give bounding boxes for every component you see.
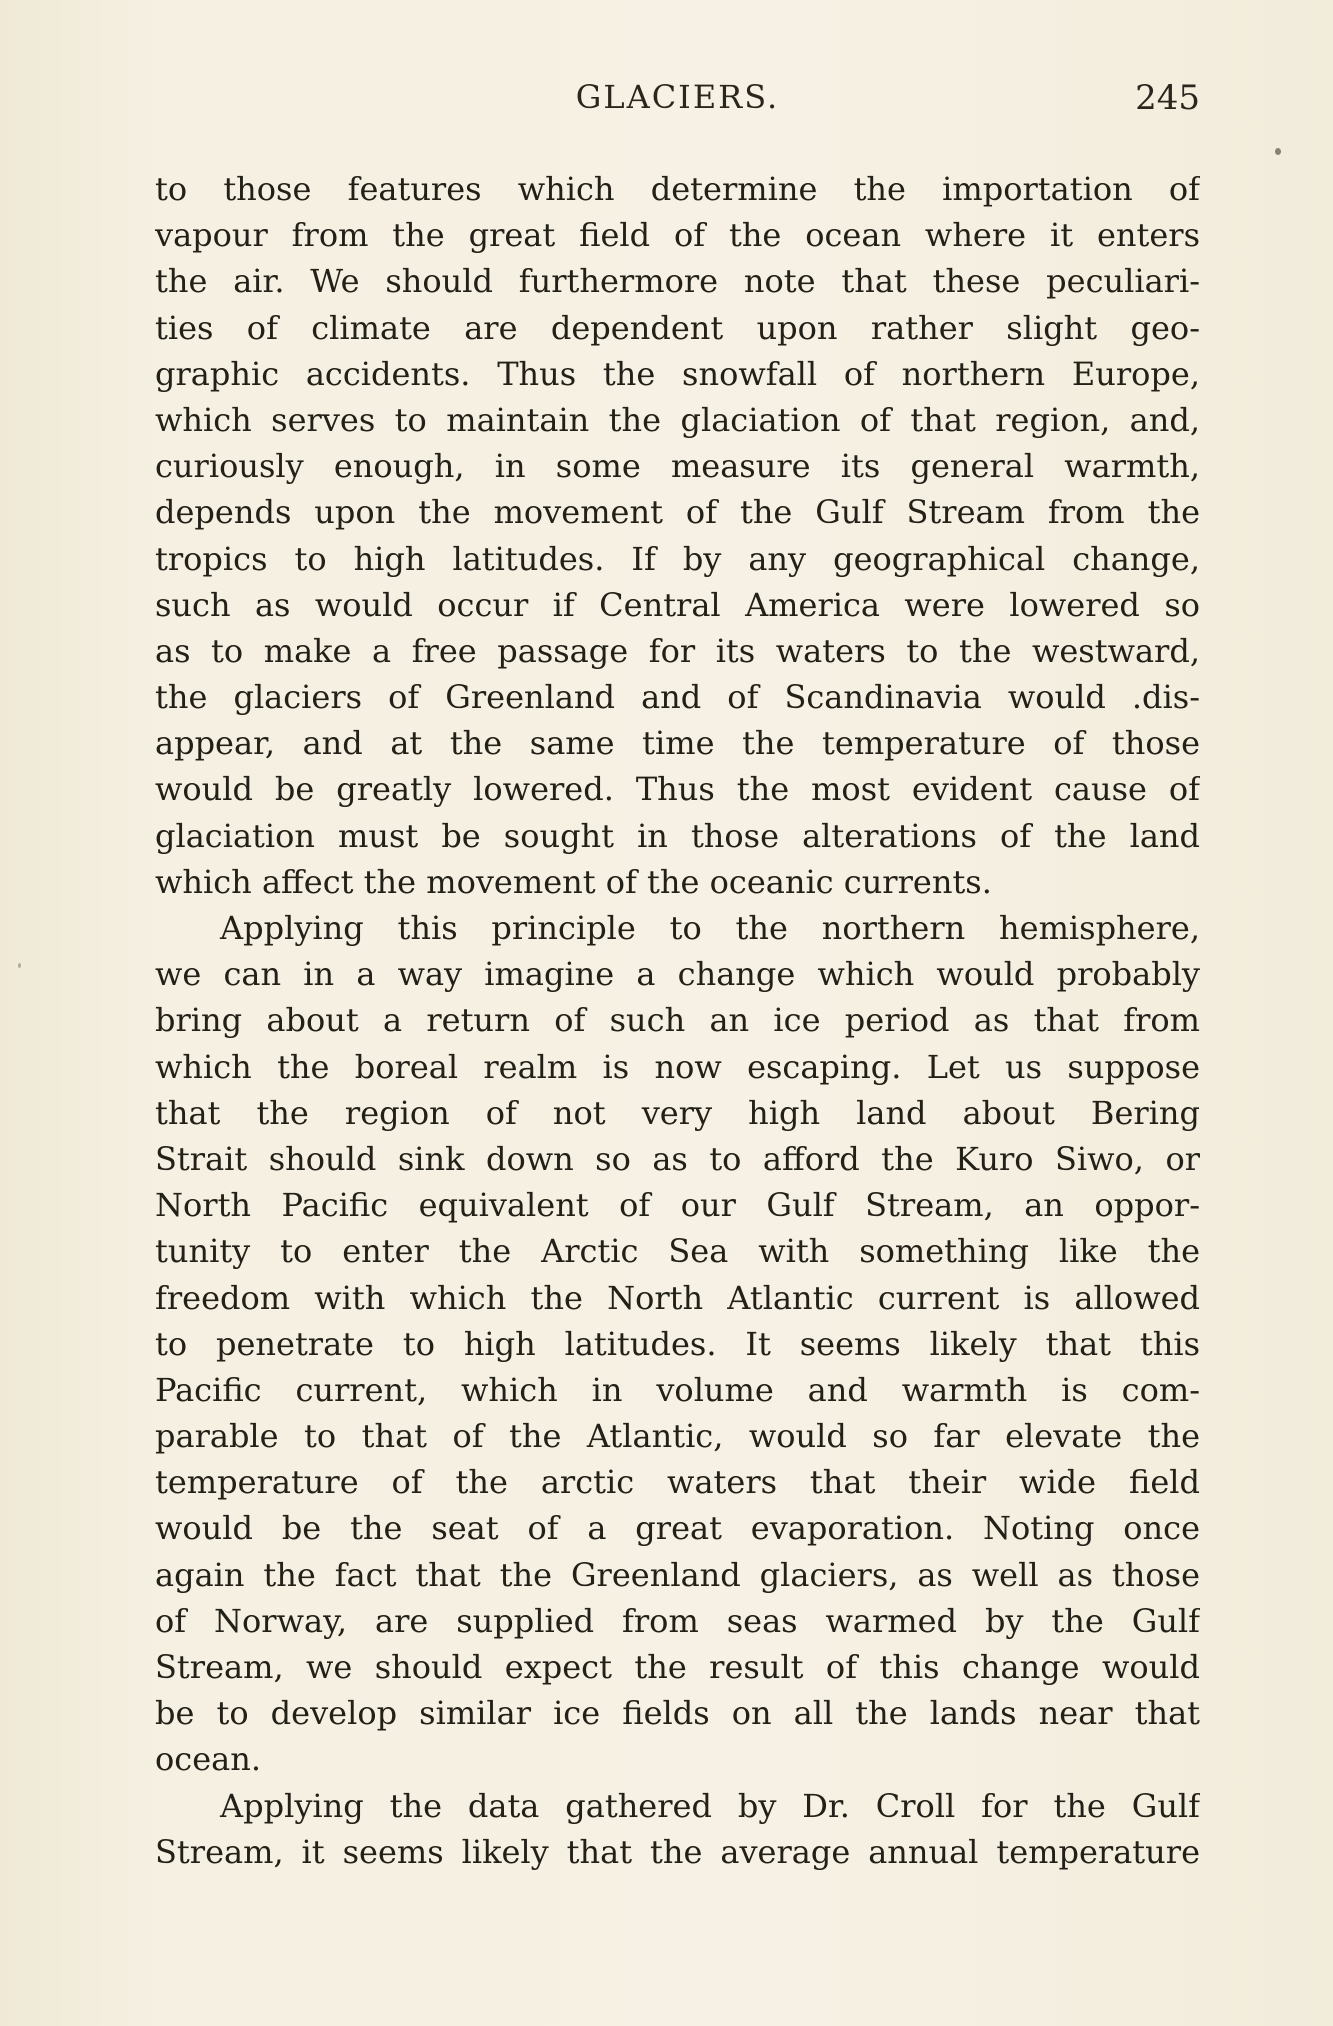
- text-line: which serves to maintain the glaciation of that region, and,: [155, 400, 1200, 439]
- text-line: which the boreal realm is now escaping. Let us suppose: [155, 1047, 1200, 1086]
- text-line: would be greatly lowered. Thus the most evident cause of: [155, 770, 1200, 809]
- text-line: to those features which determine the importation of: [155, 170, 1200, 208]
- paper-speck: [1275, 148, 1281, 155]
- text-line: Pacific current, which in volume and warmth is com-: [155, 1370, 1200, 1409]
- text-line: appear, and at the same time the temperature of those: [155, 724, 1200, 763]
- text-line: would be the seat of a great evaporation. Noting once: [155, 1509, 1200, 1548]
- text-line: bring about a return of such an ice period as that from: [155, 1001, 1200, 1040]
- text-line: parable to that of the Atlantic, would so far elevate the: [155, 1417, 1200, 1456]
- text-line: the glaciers of Greenland and of Scandinavia would .dis-: [155, 678, 1200, 717]
- text-line: again the fact that the Greenland glaciers, as well as those: [155, 1555, 1200, 1594]
- text-line: as to make a free passage for its waters to the westward,: [155, 631, 1200, 670]
- text-line: Stream, it seems likely that the average annual temperature: [155, 1832, 1200, 1871]
- running-head: [155, 78, 1200, 128]
- text-line: the air. We should furthermore note that these peculiari-: [155, 262, 1200, 301]
- text-line: to penetrate to high latitudes. It seems likely that this: [155, 1324, 1200, 1363]
- text-line: vapour from the great field of the ocean where it enters: [155, 216, 1200, 255]
- text-line: of Norway, are supplied from seas warmed by the Gulf: [155, 1601, 1200, 1640]
- text-line: be to develop similar ice fields on all the lands near that: [155, 1694, 1200, 1733]
- text-line: temperature of the arctic waters that their wide field: [155, 1463, 1200, 1502]
- text-line: tropics to high latitudes. If by any geographical change,: [155, 539, 1200, 578]
- text-line: Stream, we should expect the result of this change would: [155, 1648, 1200, 1686]
- text-line: ties of climate are dependent upon rather slight geo-: [155, 308, 1200, 347]
- text-line: glaciation must be sought in those alterations of the land: [155, 816, 1200, 855]
- text-line: such as would occur if Central America were lowered so: [155, 585, 1200, 624]
- text-line: Applying this principle to the northern hemisphere,: [220, 909, 1200, 947]
- text-line: tunity to enter the Arctic Sea with something like the: [155, 1232, 1200, 1271]
- text-line: ocean.: [155, 1740, 261, 1779]
- text-line: Applying the data gathered by Dr. Croll for the Gulf: [220, 1786, 1200, 1825]
- text-line: which affect the movement of the oceanic currents.: [155, 862, 992, 901]
- text-line: depends upon the movement of the Gulf Stream from the: [155, 493, 1200, 532]
- body-text: [155, 166, 1200, 1875]
- text-line: Strait should sink down so as to afford the Kuro Siwo, or: [155, 1139, 1200, 1178]
- text-line: graphic accidents. Thus the snowfall of northern Europe,: [155, 354, 1200, 393]
- text-line: that the region of not very high land about Bering: [155, 1093, 1200, 1132]
- text-line: North Pacific equivalent of our Gulf Stream, an oppor-: [155, 1186, 1200, 1225]
- paper-speck: [18, 963, 21, 968]
- chapter-title: GLACIERS.: [575, 78, 780, 116]
- text-line: we can in a way imagine a change which would probably: [155, 955, 1200, 994]
- text-line: curiously enough, in some measure its general warmth,: [155, 447, 1200, 486]
- page-number: 245: [1135, 78, 1200, 118]
- text-line: freedom with which the North Atlantic current is allowed: [155, 1278, 1200, 1317]
